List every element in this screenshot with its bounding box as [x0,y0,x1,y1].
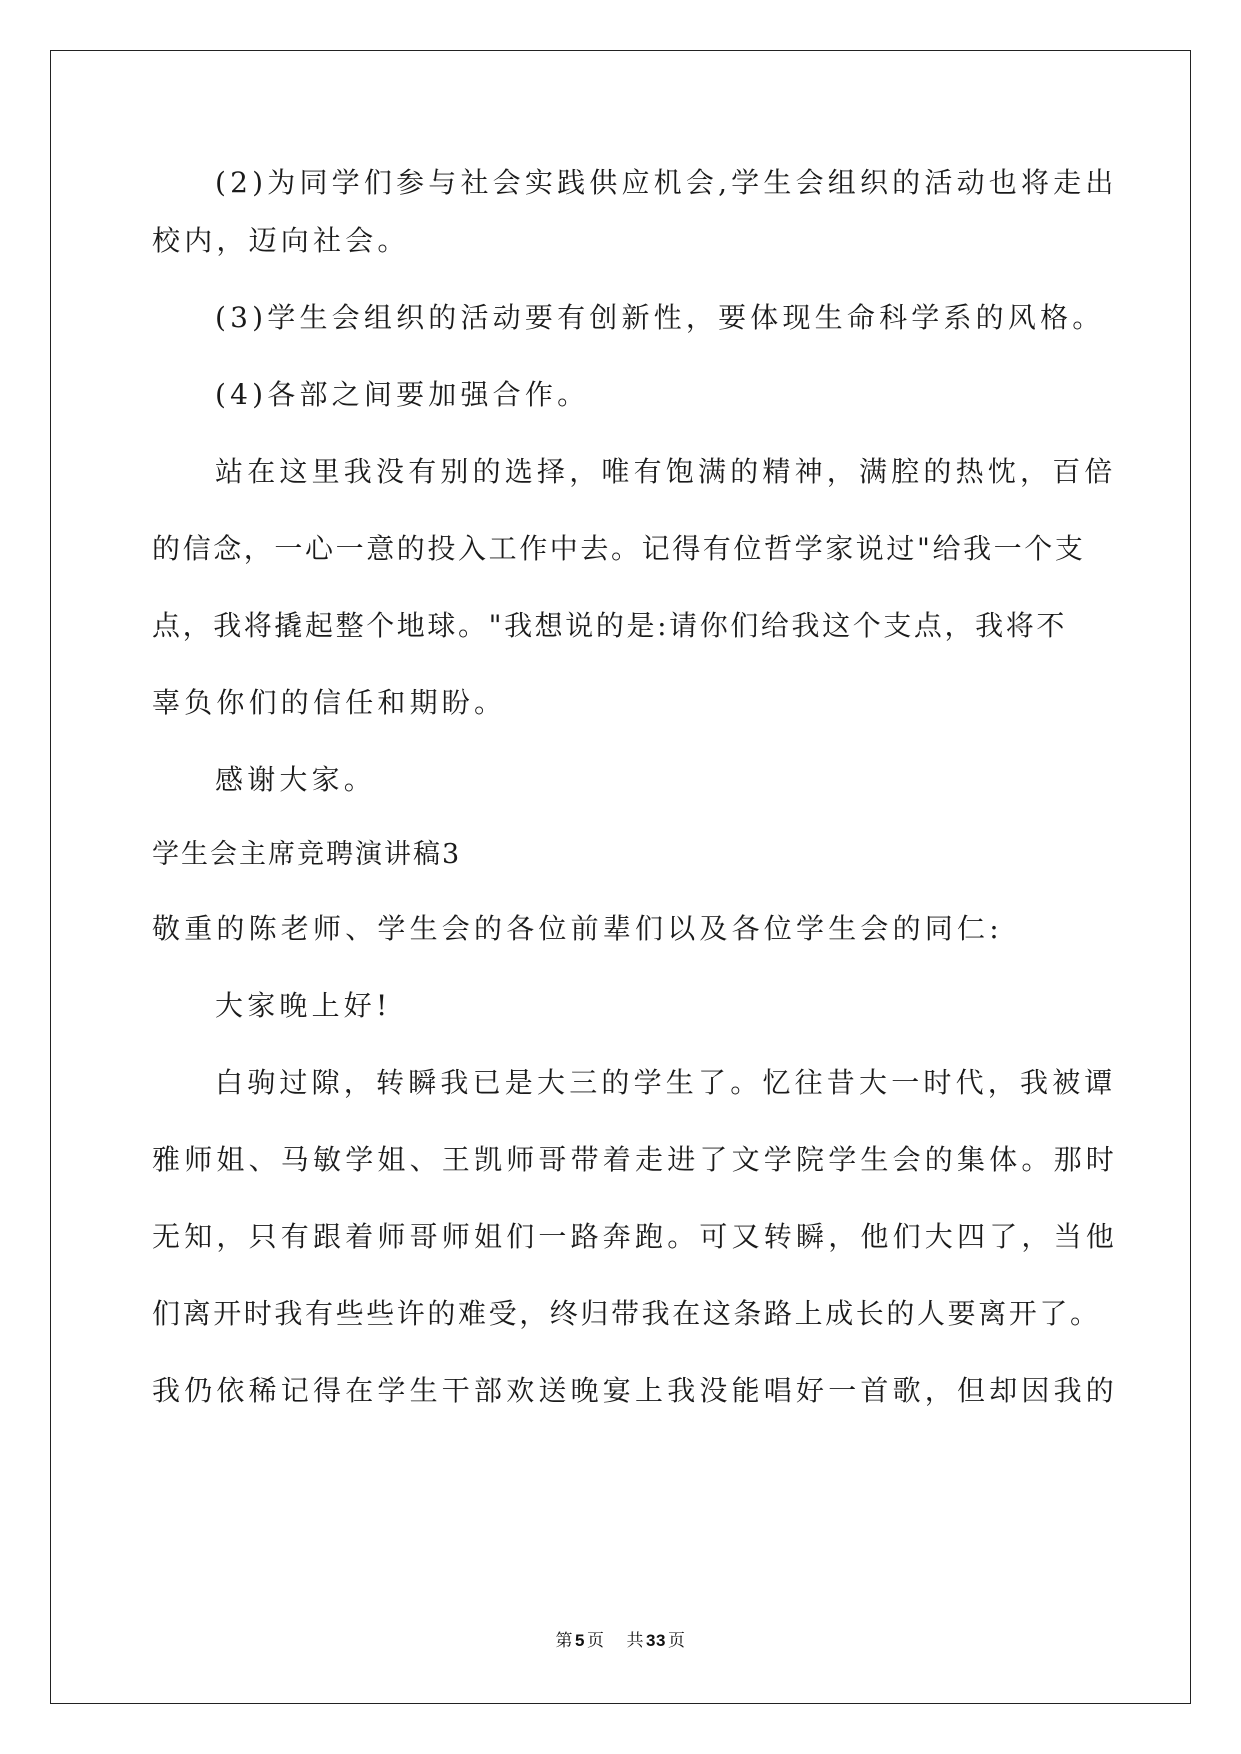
paragraph-line: 点，我将撬起整个地球。"我想说的是:请你们给我这个支点，我将不 [152,609,1067,642]
page-border [50,50,1191,1704]
section-heading: 学生会主席竞聘演讲稿3 [152,839,462,870]
paragraph-line: 校内，迈向社会。 [152,224,410,257]
page-footer [0,1626,1241,1651]
salutation-line: 敬重的陈老师、学生会的各位前辈们以及各位学生会的同仁: [152,912,1003,945]
page-unit: 页 [587,1631,605,1651]
paragraph-line: 白驹过隙，转瞬我已是大三的学生了。忆往昔大一时代，我被谭 [215,1066,1117,1099]
paragraph-line: 的信念，一心一意的投入工作中去。记得有位哲学家说过"给我一个支 [152,532,1086,565]
paragraph-line: 们离开时我有些些许的难受，终归带我在这条路上成长的人要离开了。 [152,1297,1101,1330]
paragraph-line: 无知，只有跟着师哥师姐们一路奔跑。可又转瞬，他们大四了，当他 [152,1220,1119,1253]
page-prefix: 第 [555,1631,574,1651]
paragraph-line: (3)学生会组织的活动要有创新性，要体现生命科学系的风格。 [215,301,1105,334]
paragraph-line: 辜负你们的信任和期盼。 [152,686,507,719]
total-prefix: 共 [626,1631,645,1651]
total-unit: 页 [667,1631,686,1651]
greeting-line: 大家晚上好! [215,989,392,1022]
paragraph-line: 感谢大家。 [215,763,377,796]
paragraph-line: (2)为同学们参与社会实践供应机会,学生会组织的活动也将走出 [215,166,1118,199]
paragraph-line: 我仍依稀记得在学生干部欢送晚宴上我没能唱好一首歌，但却因我的 [152,1374,1119,1407]
paragraph-line: 站在这里我没有别的选择，唯有饱满的精神，满腔的热忱，百倍 [215,455,1117,488]
paragraph-line: (4)各部之间要加强合作。 [215,378,590,411]
paragraph-line: 雅师姐、马敏学姐、王凯师哥带着走进了文学院学生会的集体。那时 [152,1143,1119,1176]
total-pages: 33 [646,1631,666,1650]
page-number: 5 [575,1631,586,1650]
